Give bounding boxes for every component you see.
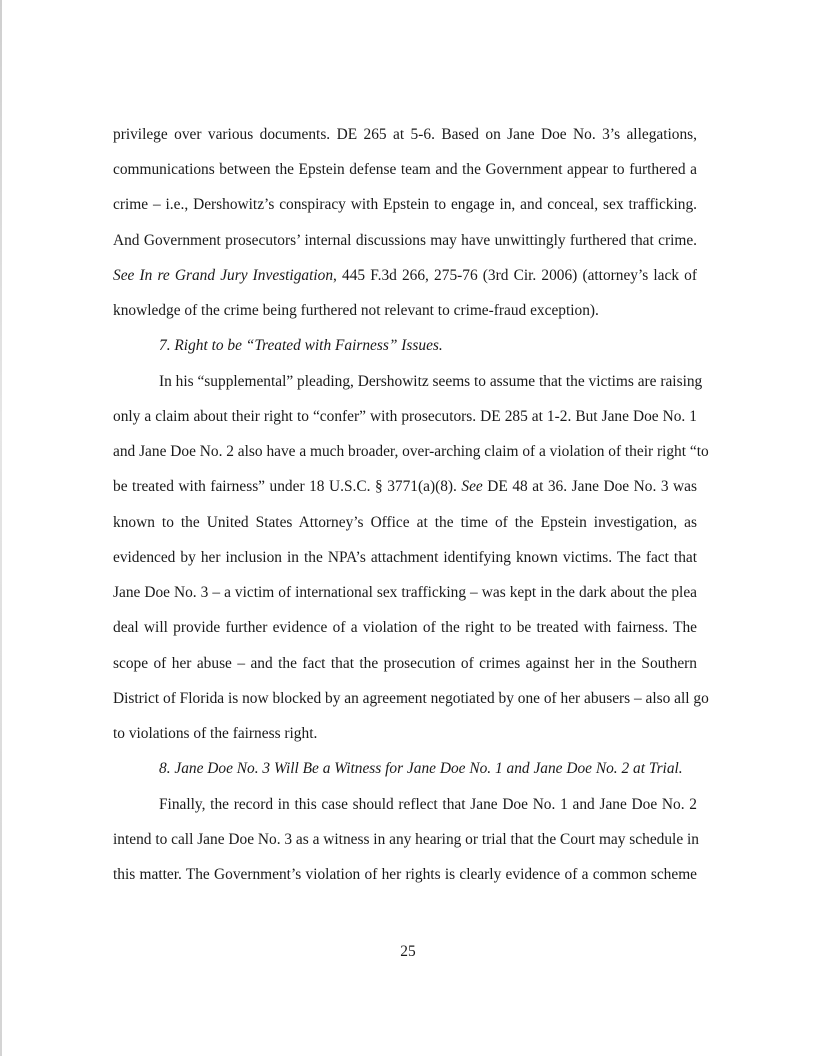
text-segment: DE 48 at 36. Jane Doe No. 3 was [482, 478, 697, 495]
text-line: intend to call Jane Doe No. 3 as a witness in any hearing or trial that the Court may schedule in [113, 831, 699, 848]
section-heading-8: 8. Jane Doe No. 3 Will Be a Witness for Jane Doe No. 1 and Jane Doe No. 2 at Trial. [159, 760, 683, 777]
text-segment: be treated with fairness” under 18 U.S.C. § 3771(a)(8). [113, 478, 462, 495]
section-heading-7: 7. Right to be “Treated with Fairness” Issues. [159, 337, 443, 354]
text-line: and Jane Doe No. 2 also have a much broader, over-arching claim of a violation of their right “to [113, 443, 709, 460]
text-line: only a claim about their right to “confer” with prosecutors. DE 285 at 1-2. But Jane Doe No. 1 [113, 408, 697, 425]
text-line: privilege over various documents. DE 265 at 5-6. Based on Jane Doe No. 3’s allegations, [113, 126, 697, 143]
text-line: communications between the Epstein defense team and the Government appear to furthered a [113, 161, 697, 178]
text-line: scope of her abuse – and the fact that the prosecution of crimes against her in the Southern [113, 655, 697, 672]
text-line: And Government prosecutors’ internal discussions may have unwittingly furthered that crime. [113, 232, 697, 249]
text-line: Finally, the record in this case should reflect that Jane Doe No. 1 and Jane Doe No. 2 [159, 796, 697, 813]
text-line: evidenced by her inclusion in the NPA’s attachment identifying known victims. The fact that [113, 549, 697, 566]
text-line: this matter. The Government’s violation of her rights is clearly evidence of a common scheme [113, 866, 697, 883]
text-line: knowledge of the crime being furthered not relevant to crime-fraud exception). [113, 302, 599, 319]
see-signal: See [461, 478, 483, 495]
text-line: known to the United States Attorney’s Office at the time of the Epstein investigation, as [113, 514, 697, 531]
text-line: District of Florida is now blocked by an agreement negotiated by one of her abusers – also all go [113, 690, 709, 707]
citation-text: , 445 F.3d 266, 275-76 (3rd Cir. 2006) (attorney’s lack of [333, 267, 697, 284]
text-line: deal will provide further evidence of a violation of the right to be treated with fairness. The [113, 619, 697, 636]
text-line: crime – i.e., Dershowitz’s conspiracy with Epstein to engage in, and conceal, sex trafficking. [113, 196, 697, 213]
scan-edge-shadow [0, 0, 2, 1056]
text-line: In his “supplemental” pleading, Dershowitz seems to assume that the victims are raising [159, 373, 703, 390]
text-line: Jane Doe No. 3 – a victim of international sex trafficking – was kept in the dark about the plea [113, 584, 697, 601]
citation-line [113, 267, 697, 285]
text-line [113, 478, 697, 496]
page-number: 25 [400, 943, 416, 960]
text-line: to violations of the fairness right. [113, 725, 318, 742]
case-citation: See In re Grand Jury Investigation [113, 267, 334, 284]
